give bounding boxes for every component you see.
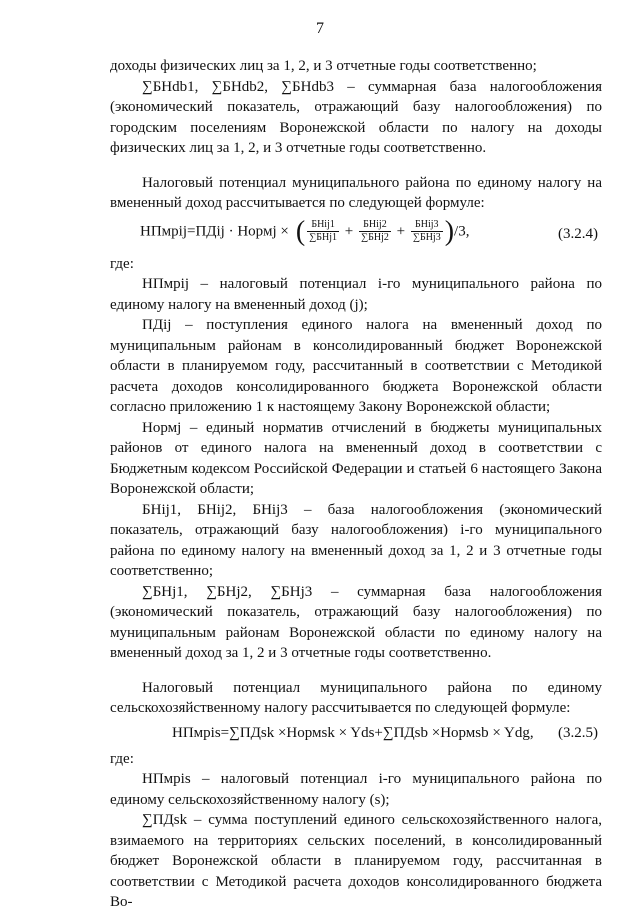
paragraph: Налоговый потенциал муниципального района по единому сельскохозяйственному налогу рассчитывается по следующей формуле: [110, 679, 602, 716]
paragraph: доходы физических лиц за 1, 2, и 3 отчетные годы соответственно; [110, 58, 537, 74]
formula-lead: НПмрij=ПДij · Нормj × [140, 222, 289, 239]
fraction-numerator: БНij1 [307, 219, 339, 232]
paragraph: НПмрij – налоговый потенциал i-го муниципального района по единому налогу на вмененный доход (j); [110, 276, 602, 313]
document-body [110, 56, 602, 913]
paragraph: где: [110, 255, 134, 272]
plus-sign: + [392, 222, 409, 239]
formula-expression [140, 215, 470, 247]
paragraph-gap [110, 159, 602, 173]
formula-3-2-4 [110, 214, 602, 254]
formula-tail: /3, [454, 222, 470, 239]
paragraph: где: [110, 750, 134, 767]
page-number: 7 [316, 20, 324, 37]
paragraph: Налоговый потенциал муниципального района по единому налогу на вмененный доход рассчитывается по следующей формуле: [110, 174, 602, 211]
paragraph: БНij1, БНij2, БНij3 – база налогообложения (экономический показатель, отражающий базу налогообложения) i-го муниципального района по единому налогу на вмененный доход за 1, 2 и 3 отчетные годы соответственно; [110, 501, 602, 579]
fraction [307, 219, 339, 244]
paragraph-gap [110, 664, 602, 678]
paragraph: ∑ПДsk – сумма поступлений единого сельскохозяйственного налога, взимаемого на территориях сельских поселений, в консолидированный бюджет Воронежской области в планируемом году, рассчитанная в соответствии с Методикой расчета доходов консолидированного бюджета Во- [110, 812, 602, 910]
fraction-numerator: БНij3 [411, 219, 443, 232]
paragraph: НПмрis – налоговый потенциал i-го муниципального района по единому сельскохозяйственному налогу (s); [110, 771, 602, 808]
paragraph: ПДij – поступления единого налога на вмененный доход по муниципальным районам в консолидированный бюджет Воронежской области в планируемом году, рассчитанный в соответствии с Методикой расчета доходов консолидированного бюджета Воронежской области согласно приложению 1 к настоящему Закону Воронежской области; [110, 317, 602, 415]
formula-expression: НПмрis=∑ПДsk ×Нормsk × Yds+∑ПДsb ×Нормsb × Ydg, [172, 724, 534, 741]
formula-3-2-5 [110, 719, 602, 749]
fraction-denominator: ∑БНj1 [309, 232, 338, 243]
paragraph: ∑БНj1, ∑БНj2, ∑БНj3 – суммарная база налогообложения (экономический показатель, отражающий базу налогообложения) по муниципальным районам Воронежской области по единому налогу на вмененный доход за 1, 2 и 3 отчетные годы соответственно. [110, 583, 602, 661]
fraction [359, 219, 391, 244]
paragraph: Нормj – единый норматив отчислений в бюджеты муниципальных районов от единого налога на вмененный доход в соответствии с Бюджетным кодексом Российской Федерации и статьей 6 настоящего Закона Воронежской области; [110, 419, 602, 497]
fraction-denominator: ∑БНj3 [412, 232, 441, 243]
fraction-numerator: БНij2 [359, 219, 391, 232]
paragraph: ∑БНdb1, ∑БНdb2, ∑БНdb3 – суммарная база налогообложения (экономический показатель, отражающий базу налогообложения) по городским поселениям Воронежской области по налогу на доходы физических лиц за 1, 2, и 3 отчетные годы соответственно. [110, 78, 602, 156]
open-paren: ( [288, 215, 306, 247]
fraction-denominator: ∑БНj2 [361, 232, 389, 243]
formula-number: (3.2.4) [558, 225, 598, 242]
fraction [411, 219, 443, 244]
plus-sign: + [341, 222, 357, 239]
formula-number: (3.2.5) [558, 724, 598, 741]
close-paren: ) [444, 215, 455, 247]
